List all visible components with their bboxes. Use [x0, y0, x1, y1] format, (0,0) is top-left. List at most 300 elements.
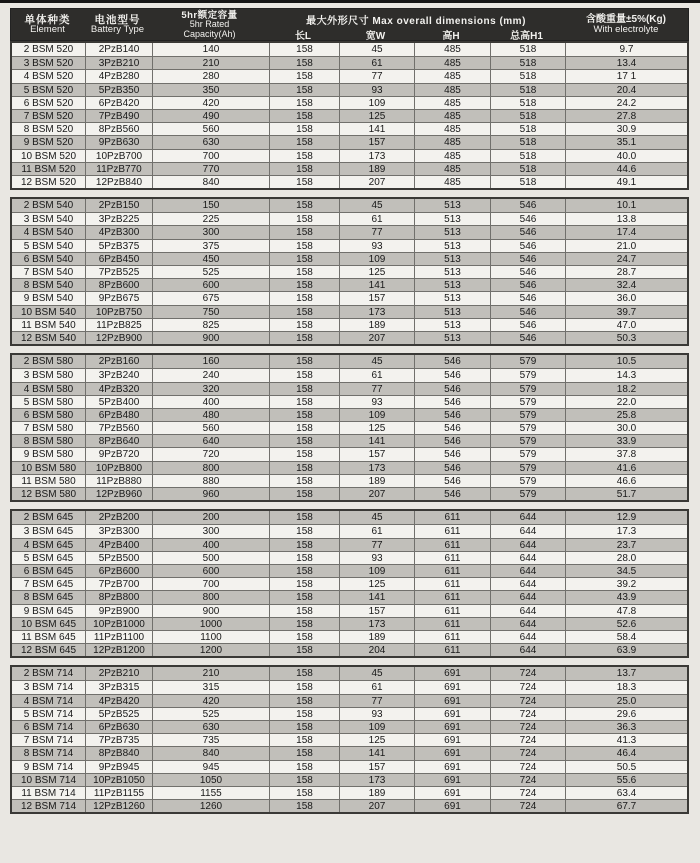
table-cell: 560 — [152, 422, 269, 434]
table-cell: 420 — [152, 97, 269, 109]
table-row — [12, 318, 687, 331]
table-cell: 17.3 — [565, 525, 687, 537]
table-cell: 6PzB420 — [85, 97, 152, 109]
table-row — [12, 212, 687, 225]
table-cell: 9 BSM 520 — [23, 137, 74, 149]
table-row — [12, 680, 687, 693]
table-cell: 2PzB160 — [85, 355, 152, 368]
table-cell: 1200 — [152, 644, 269, 656]
table-cell: 12 BSM 714 — [20, 801, 77, 813]
table-row — [12, 305, 687, 318]
table-cell: 158 — [269, 136, 339, 148]
table-cell: 546 — [414, 396, 490, 408]
table-cell: 579 — [490, 369, 565, 381]
table-cell: 3 BSM 714 — [23, 682, 74, 694]
table-cell: 4PzB300 — [85, 226, 152, 238]
table-cell: 9PzB945 — [85, 761, 152, 773]
table-row — [12, 799, 687, 812]
table-cell: 30.0 — [565, 422, 687, 434]
table-cell: 518 — [490, 163, 565, 175]
table-cell: 109 — [339, 253, 414, 265]
table-cell: 45 — [339, 511, 414, 524]
table-cell: 61 — [339, 369, 414, 381]
top-rule — [0, 0, 700, 3]
table-cell: 724 — [490, 708, 565, 720]
table-row — [12, 694, 687, 707]
table-cell: 189 — [339, 163, 414, 175]
table-cell: 691 — [414, 747, 490, 759]
table-cell: 158 — [269, 123, 339, 135]
table-cell: 158 — [269, 774, 339, 786]
table-cell: 800 — [152, 591, 269, 603]
table-cell: 5PzB375 — [85, 240, 152, 252]
table-cell: 840 — [152, 747, 269, 759]
table-cell: 125 — [339, 266, 414, 278]
table-cell: 158 — [269, 552, 339, 564]
header-cell-battery-type — [84, 9, 151, 41]
table-cell: 6PzB450 — [85, 253, 152, 265]
table-cell: 546 — [414, 369, 490, 381]
table-cell: 47.0 — [565, 319, 687, 331]
table-cell: 158 — [269, 266, 339, 278]
table-cell: 41.6 — [565, 462, 687, 474]
table-cell: 46.6 — [565, 475, 687, 487]
table-cell: 158 — [269, 355, 339, 368]
table-cell: 546 — [414, 475, 490, 487]
table-cell: 513 — [414, 319, 490, 331]
table-cell: 40.0 — [565, 150, 687, 162]
table-cell: 280 — [152, 70, 269, 82]
table-cell: 125 — [339, 422, 414, 434]
table-cell: 900 — [152, 332, 269, 344]
table-cell: 58.4 — [565, 631, 687, 643]
table-cell: 7PzB735 — [85, 734, 152, 746]
table-row — [12, 760, 687, 773]
table-cell: 158 — [269, 409, 339, 421]
table-cell: 157 — [339, 605, 414, 617]
table-row — [12, 175, 687, 188]
table-cell: 158 — [269, 511, 339, 524]
table-cell: 141 — [339, 591, 414, 603]
table-cell: 485 — [414, 136, 490, 148]
table-cell: 61 — [339, 681, 414, 693]
table-cell: 770 — [152, 163, 269, 175]
table-cell: 644 — [490, 552, 565, 564]
table-cell: 13.7 — [565, 667, 687, 680]
table-cell: 45 — [339, 43, 414, 56]
table-cell: 691 — [414, 761, 490, 773]
table-cell: 2 BSM 540 — [23, 200, 74, 212]
table-cell: 700 — [152, 150, 269, 162]
table-row — [12, 707, 687, 720]
table-cell: 44.6 — [565, 163, 687, 175]
table-cell: 500 — [152, 552, 269, 564]
table-cell: 9PzB720 — [85, 448, 152, 460]
table-cell: 10 BSM 520 — [20, 150, 77, 162]
table-cell: 3PzB225 — [85, 213, 152, 225]
table-cell: 4 BSM 580 — [23, 383, 74, 395]
table-cell: 5 BSM 540 — [23, 240, 74, 252]
table-cell: 141 — [339, 123, 414, 135]
table-cell: 158 — [269, 279, 339, 291]
table-cell: 579 — [490, 422, 565, 434]
table-cell: 10PzB1000 — [85, 618, 152, 630]
battery-spec-table — [10, 8, 689, 821]
table-cell: 485 — [414, 84, 490, 96]
table-cell: 10PzB700 — [85, 150, 152, 162]
table-cell: 611 — [414, 644, 490, 656]
table-cell: 724 — [490, 721, 565, 733]
table-cell: 611 — [414, 605, 490, 617]
table-cell: 150 — [152, 199, 269, 212]
table-cell: 10 BSM 540 — [20, 306, 77, 318]
table-cell: 158 — [269, 43, 339, 56]
table-cell: 8 BSM 645 — [23, 592, 74, 604]
table-cell: 34.5 — [565, 565, 687, 577]
table-cell: 2 BSM 714 — [23, 668, 74, 680]
table-row — [12, 43, 687, 56]
table-cell: 12 BSM 520 — [20, 176, 77, 188]
table-cell: 644 — [490, 618, 565, 630]
table-cell: 14.3 — [565, 369, 687, 381]
table-cell: 36.0 — [565, 292, 687, 304]
table-cell: 10.5 — [565, 355, 687, 368]
battery-group-bsm-520 — [10, 41, 689, 190]
table-cell: 11PzB770 — [85, 163, 152, 175]
header-capacity-zh: 5hr额定容量 — [181, 9, 238, 21]
table-cell: 611 — [414, 631, 490, 643]
table-cell: 1260 — [152, 800, 269, 812]
table-cell: 158 — [269, 306, 339, 318]
table-cell: 8 BSM 580 — [23, 436, 74, 448]
table-cell: 485 — [414, 123, 490, 135]
table-cell: 11PzB880 — [85, 475, 152, 487]
table-row — [12, 382, 687, 395]
table-cell: 513 — [414, 213, 490, 225]
table-cell: 10PzB1050 — [85, 774, 152, 786]
table-cell: 579 — [490, 462, 565, 474]
table-cell: 22.0 — [565, 396, 687, 408]
table-cell: 6 BSM 645 — [23, 565, 74, 577]
table-cell: 35.1 — [565, 136, 687, 148]
table-cell: 579 — [490, 448, 565, 460]
table-cell: 37.8 — [565, 448, 687, 460]
table-cell: 518 — [490, 110, 565, 122]
table-cell: 157 — [339, 136, 414, 148]
table-cell: 611 — [414, 511, 490, 524]
header-dimensions-subrow — [268, 27, 564, 41]
table-cell: 4 BSM 540 — [23, 227, 74, 239]
table-row — [12, 239, 687, 252]
table-cell: 735 — [152, 734, 269, 746]
table-cell: 5PzB525 — [85, 708, 152, 720]
table-cell: 7PzB490 — [85, 110, 152, 122]
table-cell: 6 BSM 520 — [23, 97, 74, 109]
table-cell: 29.6 — [565, 708, 687, 720]
table-cell: 50.3 — [565, 332, 687, 344]
table-cell: 513 — [414, 240, 490, 252]
table-cell: 579 — [490, 396, 565, 408]
table-cell: 1100 — [152, 631, 269, 643]
table-cell: 158 — [269, 383, 339, 395]
table-cell: 546 — [414, 462, 490, 474]
table-cell: 157 — [339, 761, 414, 773]
table-cell: 960 — [152, 488, 269, 500]
header-weight-zh: 含酸重量±5%(Kg) — [586, 13, 666, 25]
table-cell: 724 — [490, 747, 565, 759]
table-cell: 10 BSM 580 — [20, 462, 77, 474]
table-cell: 158 — [269, 57, 339, 69]
table-row — [12, 56, 687, 69]
table-cell: 204 — [339, 644, 414, 656]
table-cell: 158 — [269, 681, 339, 693]
table-cell: 7 BSM 540 — [23, 267, 74, 278]
table-cell: 11 BSM 520 — [21, 163, 76, 175]
table-cell: 158 — [269, 213, 339, 225]
table-cell: 546 — [490, 226, 565, 238]
table-cell: 691 — [414, 708, 490, 720]
table-cell: 158 — [269, 448, 339, 460]
table-cell: 485 — [414, 97, 490, 109]
table-cell: 8 BSM 520 — [23, 124, 74, 136]
table-cell: 611 — [414, 525, 490, 537]
table-cell: 55.6 — [565, 774, 687, 786]
table-cell: 5PzB350 — [85, 84, 152, 96]
table-cell: 158 — [269, 721, 339, 733]
table-cell: 400 — [152, 396, 269, 408]
table-cell: 4 BSM 645 — [23, 539, 74, 551]
table-cell: 207 — [339, 332, 414, 344]
table-cell: 158 — [269, 734, 339, 746]
table-row — [12, 278, 687, 291]
table-cell: 158 — [269, 292, 339, 304]
table-cell: 158 — [269, 435, 339, 447]
table-row — [12, 551, 687, 564]
table-cell: 7PzB560 — [85, 422, 152, 434]
table-cell: 158 — [269, 163, 339, 175]
table-cell: 39.2 — [565, 578, 687, 590]
table-cell: 485 — [414, 163, 490, 175]
table-cell: 9 BSM 580 — [23, 449, 74, 461]
table-cell: 158 — [269, 319, 339, 331]
table-cell: 840 — [152, 176, 269, 188]
table-cell: 513 — [414, 332, 490, 344]
table-cell: 158 — [269, 761, 339, 773]
table-cell: 158 — [269, 462, 339, 474]
table-cell: 77 — [339, 539, 414, 551]
table-cell: 518 — [490, 176, 565, 188]
table-cell: 3 BSM 520 — [23, 58, 74, 70]
table-cell: 125 — [339, 110, 414, 122]
table-cell: 691 — [414, 695, 490, 707]
table-cell: 546 — [414, 409, 490, 421]
table-cell: 207 — [339, 488, 414, 500]
table-cell: 513 — [414, 266, 490, 278]
table-cell: 189 — [339, 319, 414, 331]
table-cell: 109 — [339, 97, 414, 109]
table-row — [12, 408, 687, 421]
table-row — [12, 368, 687, 381]
table-cell: 579 — [490, 488, 565, 500]
table-cell: 77 — [339, 70, 414, 82]
table-cell: 315 — [152, 681, 269, 693]
table-cell: 158 — [269, 70, 339, 82]
table-cell: 9 BSM 540 — [23, 293, 74, 305]
header-dim-length: 长L — [294, 31, 312, 42]
table-cell: 12PzB1200 — [85, 644, 152, 656]
table-cell: 11PzB825 — [85, 319, 152, 331]
table-row — [12, 643, 687, 656]
table-cell: 4PzB280 — [85, 70, 152, 82]
table-cell: 12 BSM 645 — [20, 645, 77, 657]
header-cell-dimensions-group — [268, 9, 564, 41]
table-row — [12, 149, 687, 162]
table-cell: 691 — [414, 721, 490, 733]
table-cell: 13.8 — [565, 213, 687, 225]
table-cell: 6 BSM 540 — [23, 253, 74, 265]
table-cell: 724 — [490, 734, 565, 746]
table-cell: 18.2 — [565, 383, 687, 395]
table-row — [12, 773, 687, 786]
table-cell: 485 — [414, 70, 490, 82]
table-cell: 140 — [152, 43, 269, 56]
table-cell: 51.7 — [565, 488, 687, 500]
table-cell: 644 — [490, 605, 565, 617]
header-battery-type-zh: 电池型号 — [94, 13, 141, 26]
header-dim-total-height: 总高H1 — [510, 31, 543, 42]
table-row — [12, 564, 687, 577]
table-cell: 485 — [414, 176, 490, 188]
table-row — [12, 474, 687, 487]
table-cell: 12PzB840 — [85, 176, 152, 188]
table-header — [10, 8, 689, 41]
table-cell: 518 — [490, 57, 565, 69]
table-row — [12, 83, 687, 96]
table-cell: 158 — [269, 475, 339, 487]
table-cell: 189 — [339, 475, 414, 487]
table-cell: 480 — [152, 409, 269, 421]
table-cell: 11 BSM 645 — [21, 631, 76, 643]
table-cell: 61 — [339, 213, 414, 225]
table-cell: 173 — [339, 618, 414, 630]
table-cell: 158 — [269, 253, 339, 265]
table-row — [12, 291, 687, 304]
table-cell: 825 — [152, 319, 269, 331]
table-cell: 600 — [152, 565, 269, 577]
table-cell: 4 BSM 714 — [23, 695, 74, 707]
table-cell: 158 — [269, 525, 339, 537]
table-cell: 173 — [339, 774, 414, 786]
header-capacity-en1: 5hr Rated — [189, 19, 230, 30]
table-cell: 9 BSM 714 — [23, 761, 74, 773]
table-cell: 173 — [339, 150, 414, 162]
table-cell: 109 — [339, 565, 414, 577]
table-cell: 173 — [339, 462, 414, 474]
table-cell: 691 — [414, 734, 490, 746]
table-cell: 6PzB600 — [85, 565, 152, 577]
table-row — [12, 395, 687, 408]
table-cell: 18.3 — [565, 681, 687, 693]
table-row — [12, 109, 687, 122]
table-cell: 518 — [490, 70, 565, 82]
table-cell: 157 — [339, 448, 414, 460]
table-row — [12, 252, 687, 265]
table-cell: 25.8 — [565, 409, 687, 421]
table-cell: 158 — [269, 84, 339, 96]
table-cell: 41.3 — [565, 734, 687, 746]
table-cell: 2PzB140 — [85, 43, 152, 56]
table-cell: 4PzB420 — [85, 695, 152, 707]
table-cell: 158 — [269, 578, 339, 590]
battery-group-bsm-540 — [10, 197, 689, 346]
table-cell: 546 — [490, 266, 565, 278]
table-cell: 158 — [269, 226, 339, 238]
table-row — [12, 720, 687, 733]
header-dim-width: 宽W — [365, 31, 386, 42]
table-cell: 158 — [269, 396, 339, 408]
table-cell: 2PzB150 — [85, 199, 152, 212]
table-cell: 10.1 — [565, 199, 687, 212]
table-cell: 21.0 — [565, 240, 687, 252]
table-cell: 240 — [152, 369, 269, 381]
table-row — [12, 604, 687, 617]
table-cell: 77 — [339, 695, 414, 707]
table-cell: 6 BSM 714 — [23, 722, 74, 733]
table-cell: 691 — [414, 787, 490, 799]
table-cell: 158 — [269, 176, 339, 188]
table-cell: 93 — [339, 552, 414, 564]
table-cell: 513 — [414, 306, 490, 318]
table-cell: 158 — [269, 605, 339, 617]
table-cell: 518 — [490, 43, 565, 56]
table-cell: 158 — [269, 800, 339, 812]
table-cell: 3PzB315 — [85, 681, 152, 693]
table-cell: 724 — [490, 667, 565, 680]
table-cell: 27.8 — [565, 110, 687, 122]
table-cell: 3 BSM 645 — [23, 526, 74, 538]
table-cell: 157 — [339, 292, 414, 304]
header-capacity-en2: Capacity(Ah) — [183, 28, 236, 39]
table-cell: 3PzB300 — [85, 525, 152, 537]
table-cell: 93 — [339, 708, 414, 720]
table-cell: 4 BSM 520 — [23, 71, 74, 83]
table-cell: 12 BSM 580 — [20, 489, 77, 500]
header-cell-element — [11, 9, 84, 41]
table-row — [12, 538, 687, 551]
table-cell: 109 — [339, 721, 414, 733]
table-cell: 12PzB1260 — [85, 800, 152, 812]
table-cell: 546 — [490, 199, 565, 212]
table-row — [12, 421, 687, 434]
table-cell: 546 — [414, 435, 490, 447]
table-cell: 189 — [339, 631, 414, 643]
table-cell: 158 — [269, 369, 339, 381]
table-cell: 52.6 — [565, 618, 687, 630]
table-cell: 485 — [414, 43, 490, 56]
table-cell: 691 — [414, 681, 490, 693]
table-row — [12, 511, 687, 524]
table-cell: 724 — [490, 787, 565, 799]
table-cell: 9PzB675 — [85, 292, 152, 304]
table-cell: 158 — [269, 110, 339, 122]
table-cell: 125 — [339, 734, 414, 746]
table-cell: 720 — [152, 448, 269, 460]
table-cell: 10PzB800 — [85, 462, 152, 474]
table-cell: 210 — [152, 57, 269, 69]
table-cell: 611 — [414, 578, 490, 590]
table-cell: 3PzB210 — [85, 57, 152, 69]
table-cell: 93 — [339, 84, 414, 96]
